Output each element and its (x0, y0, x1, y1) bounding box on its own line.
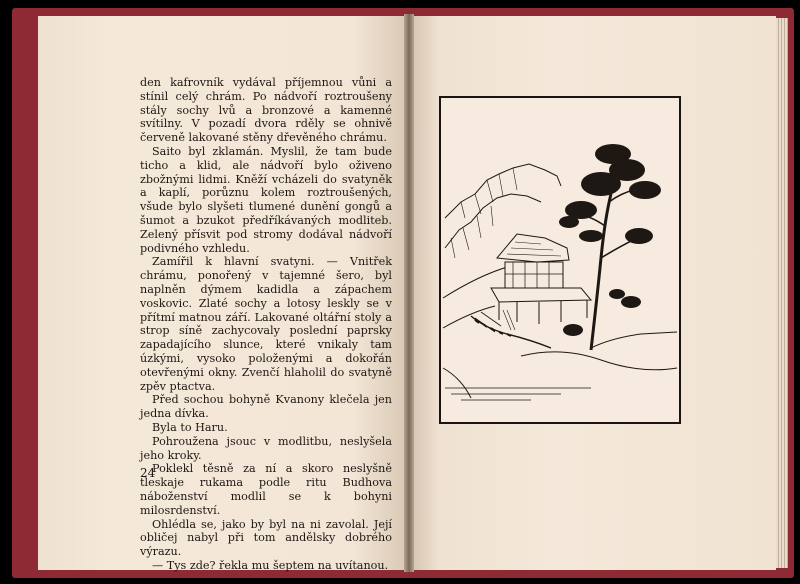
page-number: 24 (140, 466, 156, 480)
temple-illustration (439, 96, 681, 424)
paragraph: Byla to Haru. (152, 420, 228, 434)
paragraph: Poklekl těsně za ní a skoro neslyšně tleskaje rukama podle ritu Budhova náboženství modlil se k bohyni milosrdenství. (140, 462, 392, 517)
body-text (140, 76, 392, 573)
page-edges (776, 18, 788, 568)
paragraph: Saito byl zklamán. Myslil, že tam bude ticho a klid, ale nádvoří bylo oživeno zbožnými lidmi. Kněží vcházeli do svatyněk a kaplí, porůznu kolem roztroušených, všude bylo slyšeti tlumené dunění gongů a šumot a bzukot předříkávaných modliteb. Zelený přísvit pod stromy dodával nádvoří podivného vzhledu. (140, 144, 392, 255)
paragraph: Zamířil k hlavní svatyni. — Vnitřek chrámu, ponořený v tajemné šero, byl naplněn dýmem kadidla a zápachem voskovic. Zlaté sochy a lotosy leskly se v přítmí matnou září. Lakované oltářní stoly a strop síně zachycovaly poslední paprsky zapadajícího slunce, které vnikaly tam úzkými, vysoko položenými a dokořán otevřenými okny. Zvenčí hlaholil do svatyně zpěv ptactva. (140, 255, 392, 393)
paragraph: Ohlédla se, jako by byl na ni zavolal. Její obličej nabyl při tom andělsky dobrého výrazu. (140, 517, 392, 559)
paragraph: — Tys zde? řekla mu šeptem na uvítanou. (152, 558, 389, 572)
book-gutter (404, 14, 414, 572)
paragraph: Před sochou bohyně Kvanony klečela jen jedna dívka. (140, 393, 392, 421)
paragraph: den kafrovník vydával příjemnou vůni a stínil celý chrám. Po nádvoří roztroušeny stály sochy lvů a bronzové a kamenné svítilny. V pozadí dvora rděly se ohnivě červeně lakované stěny dřevěného chrámu. (140, 76, 392, 145)
paragraph: Pohroužena jsouc v modlitbu, neslyšela jeho kroky. (140, 434, 392, 462)
temple-landscape-drawing (441, 98, 679, 422)
